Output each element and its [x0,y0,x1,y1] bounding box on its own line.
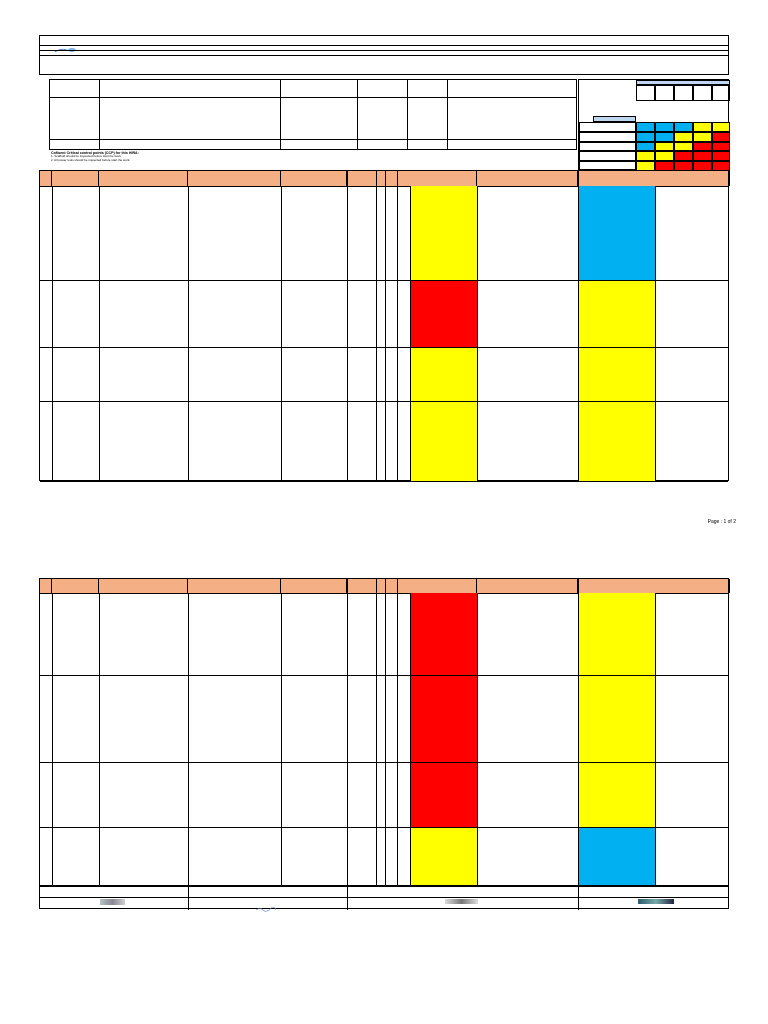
signature-strip [40,886,728,910]
risk-rating-cell [411,281,477,347]
risk-table-page-2 [39,578,729,909]
col-hazard-event-header [188,171,281,186]
residual-risk-cell [579,593,655,675]
likelihood-row-label [579,122,636,132]
likelihood-row-label [579,132,636,142]
col-risk-rating-header [397,579,410,593]
table-row [40,186,728,281]
matrix-cell [712,132,730,142]
matrix-cell [636,132,655,142]
severity-header [693,85,712,101]
matrix-cell [655,142,674,152]
col-residual-risk-header [578,171,655,186]
col-activity-header [52,579,99,593]
table-row [40,593,728,676]
likelihood-row-label [579,151,636,161]
col-likelihood-header [385,579,397,593]
risk-rating-cell [411,676,477,762]
matrix-cell [693,132,712,142]
matrix-grid [579,122,730,171]
matrix-cell [674,132,693,142]
matrix-cell [636,122,655,132]
severity-header [674,85,693,101]
risk-rating-cell [411,348,477,401]
col-severity-header [376,579,385,593]
severity-header [655,85,674,101]
table-row [40,828,728,886]
team-table [49,79,577,162]
residual-risk-cell [579,281,655,347]
signature-image [255,899,277,904]
matrix-cell [636,142,655,152]
risk-table-page-1 [39,170,729,481]
col-existing-controls-header [410,171,477,186]
risk-rating-cell [411,402,477,481]
critical-points-title: Cofluent Critical control points (CCP) for this HIRA: [51,151,139,155]
severity-header [636,85,655,101]
col-possible-outcome-header [281,171,347,186]
residual-risk-cell [579,186,655,280]
matrix-cell [655,122,674,132]
matrix-cell [655,132,674,142]
table-row [40,281,728,348]
residual-risk-cell [579,676,655,762]
risk-rating-cell [411,186,477,280]
matrix-cell [693,122,712,132]
col-hazard-header [99,171,188,186]
col-hazard-event-header [188,579,281,593]
likelihood-row-label [579,142,636,152]
col-possible-outcome-header [281,579,347,593]
signature-image [638,899,674,904]
risk-rating-cell [411,593,477,675]
severity-header [712,85,730,101]
col-residual-risk-header [578,579,655,593]
page-label: Page : 1 of 2 [707,519,736,525]
matrix-cell [674,142,693,152]
col-additional-controls-header [477,579,578,593]
residual-risk-cell [579,763,655,827]
matrix-cell [674,122,693,132]
matrix-cell [693,151,712,161]
matrix-cell [655,151,674,161]
col-risk-rating-header [397,171,410,186]
col-additional-controls-header [477,171,578,186]
col-authority-header [655,579,730,593]
header-block [39,35,729,75]
table-row [40,763,728,828]
risk-matrix [578,79,729,170]
col-current-risk-header [347,171,376,186]
col-authority-header [655,171,730,186]
matrix-cell [712,122,730,132]
critical-point-item: 2. All power tools should be inspected before start the work. [51,158,131,162]
table-row [40,402,728,482]
col-likelihood-header [385,171,397,186]
matrix-cell [712,151,730,161]
residual-risk-cell [579,402,655,481]
matrix-cell [636,151,655,161]
signature-image [100,899,125,905]
residual-risk-cell [579,828,655,885]
col-existing-controls-header [410,579,477,593]
matrix-cell [693,142,712,152]
col-no-header [40,171,52,186]
risk-rating-cell [411,828,477,885]
table-row [40,348,728,402]
col-current-risk-header [347,579,376,593]
residual-risk-cell [579,348,655,401]
matrix-cell [712,142,730,152]
col-severity-header [376,171,385,186]
risk-rating-cell [411,763,477,827]
critical-points [51,151,451,163]
table-row [40,676,728,763]
col-no-header [40,579,52,593]
critical-point-item: 1. Scaffold should be inspected before start the work. [51,154,122,159]
col-activity-header [52,171,99,186]
col-hazard-header [99,579,188,593]
signature-image [445,899,478,904]
matrix-cell [674,151,693,161]
